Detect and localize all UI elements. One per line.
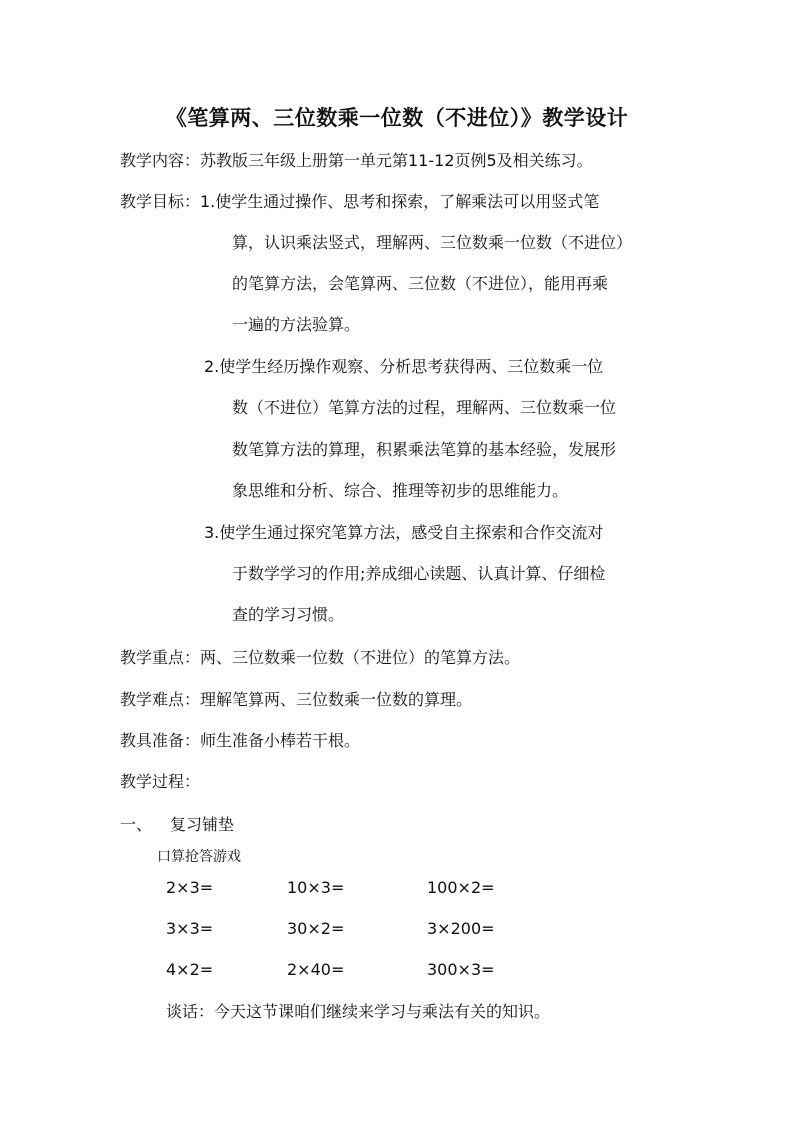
- arithmetic-item: 10×3=: [287, 878, 345, 897]
- objective1-line: 一遍的方法验算。: [232, 315, 361, 334]
- arithmetic-item: 3×200=: [427, 919, 495, 938]
- objective3-line: 3.使学生通过探究笔算方法，感受自主探索和合作交流对: [204, 523, 604, 542]
- objective2-line: 数（不进位）笔算方法的过程，理解两、三位数乘一位: [232, 398, 617, 417]
- arithmetic-item: 3×3=: [166, 919, 214, 938]
- teaching-content: 教学内容：苏教版三年级上册第一单元第11-12页例5及相关练习。: [120, 151, 593, 170]
- objective1-line: 的笔算方法，会笔算两、三位数（不进位），能用再乘: [232, 274, 609, 293]
- arithmetic-item: 30×2=: [287, 919, 345, 938]
- objectives-label-line: 教学目标：1.使学生通过操作、思考和探索，了解乘法可以用竖式笔: [120, 192, 600, 211]
- arithmetic-item: 4×2=: [166, 960, 214, 979]
- objective2-line: 数笔算方法的算理，积累乘法笔算的基本经验，发展形: [232, 440, 617, 459]
- section-title: 复习铺垫: [170, 815, 235, 834]
- objective3-line: 查的学习习惯。: [232, 605, 345, 624]
- process-label: 教学过程：: [120, 772, 201, 791]
- arithmetic-item: 2×40=: [287, 960, 345, 979]
- game-title: 口算抢答游戏: [157, 849, 241, 865]
- arithmetic-item: 100×2=: [427, 878, 495, 897]
- key-point: 教学重点：两、三位数乘一位数（不进位）的笔算方法。: [120, 648, 521, 667]
- materials: 教具准备：师生准备小棒若干根。: [120, 731, 361, 750]
- section-number: 一、: [120, 815, 153, 834]
- arithmetic-item: 300×3=: [427, 960, 495, 979]
- objective2-line: 2.使学生经历操作观察、分析思考获得两、三位数乘一位: [204, 357, 604, 376]
- objective3-line: 于数学学习的作用;养成细心读题、认真计算、仔细检: [232, 564, 606, 583]
- arithmetic-item: 2×3=: [166, 878, 214, 897]
- document-title: 《笔算两、三位数乘一位数（不进位）》教学设计: [165, 105, 629, 130]
- objective1-line: 算，认识乘法竖式，理解两、三位数乘一位数（不进位）: [232, 233, 633, 252]
- difficulty: 教学难点：理解笔算两、三位数乘一位数的算理。: [120, 690, 473, 709]
- objective2-line: 象思维和分析、综合、推理等初步的思维能力。: [232, 481, 569, 500]
- teacher-talk: 谈话：今天这节课咱们继续来学习与乘法有关的知识。: [166, 1002, 551, 1021]
